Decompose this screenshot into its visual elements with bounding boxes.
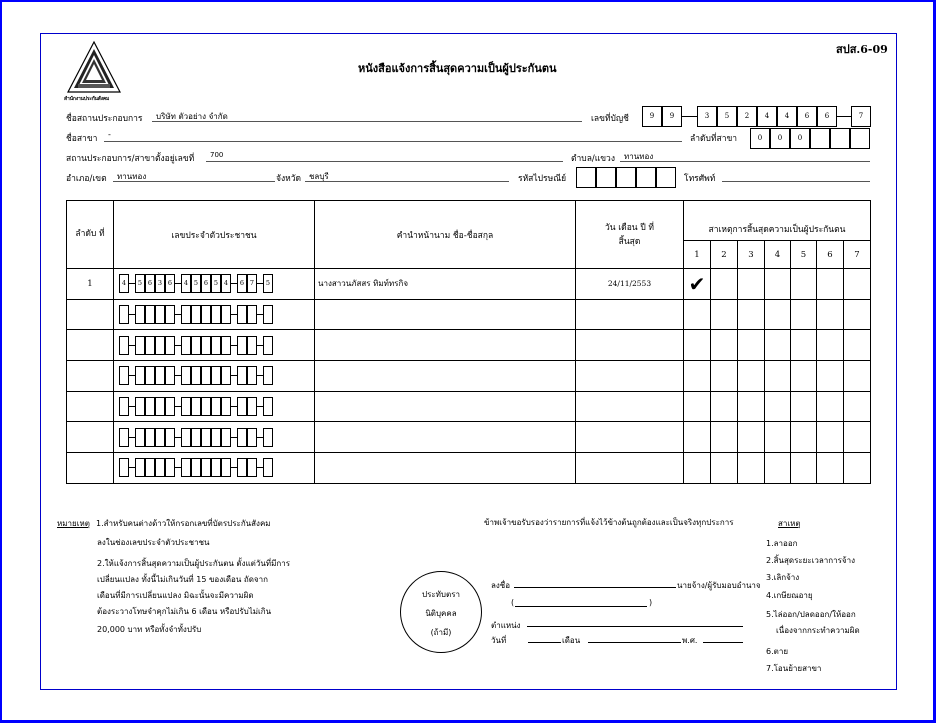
reason-item: 2.สิ้นสุดระยะเวลาการจ้าง [766,556,855,565]
id-digit-box[interactable] [221,336,231,355]
branch-name-value: - [108,130,111,139]
national-id-cell[interactable] [114,453,315,484]
id-digit-box[interactable] [155,458,165,477]
row-name[interactable]: นางสาวนภัสสร ทิมท์ทรกิจ [315,269,576,300]
id-digit-box[interactable] [135,458,145,477]
id-digit-box[interactable]: 6 [165,274,175,293]
reason-checkbox-5[interactable] [791,269,817,300]
table-row [67,361,871,392]
reason-checkbox-1[interactable] [684,269,711,300]
paren-close: ) [649,598,653,607]
id-digit-box[interactable] [119,458,129,477]
id-digit-box[interactable] [145,428,155,447]
reasons-label: สาเหตุ [778,519,801,528]
reason-checkbox-2[interactable] [711,269,738,300]
subdistrict-field[interactable] [620,161,870,162]
reason-item: 7.โอนย้ายสาขา [766,664,822,673]
reason-checkbox-2[interactable] [711,361,738,392]
reason-checkbox-1[interactable] [684,299,711,330]
note-line: ลงในช่องเลขประจำตัวประชาชน [97,538,210,547]
id-digit-box[interactable] [211,336,221,355]
id-digit-box[interactable] [181,336,191,355]
id-digit-box[interactable] [247,428,257,447]
note-line: เดือนที่มีการเปลี่ยนแปลง มิฉะนั้นจะมีความผิด [97,591,254,600]
id-digit-box[interactable] [191,336,201,355]
reason-checkbox-3[interactable] [738,299,765,330]
reason-checkbox-3[interactable] [738,269,765,300]
id-digit-box[interactable] [165,428,175,447]
header-seq: ลำดับ ที่ [67,201,114,269]
account-digit-box[interactable]: 4 [757,106,777,127]
row-end-date[interactable] [576,453,684,484]
account-separator [837,116,851,117]
id-digit-box[interactable] [135,336,145,355]
id-digit-box[interactable] [165,397,175,416]
reason-checkbox-7[interactable] [844,422,871,453]
branch-digit-box[interactable]: 0 [790,128,810,149]
reason-checkbox-1[interactable] [684,361,711,392]
reason-checkbox-4[interactable] [765,299,791,330]
province-value: ชลบุรี [309,172,329,181]
id-digit-box[interactable] [181,397,191,416]
id-digit-box[interactable] [247,336,257,355]
row-name[interactable] [315,330,576,361]
id-digit-box[interactable] [155,428,165,447]
reason-checkbox-6[interactable] [817,453,844,484]
reason-item: 1.ลาออก [766,539,798,548]
account-digit-box[interactable]: 2 [737,106,757,127]
reason-column-4: 4 [765,241,791,269]
id-digit-box[interactable]: 5 [191,274,201,293]
row-end-date[interactable] [576,391,684,422]
id-digit-box[interactable] [263,458,273,477]
national-id-cell[interactable] [114,361,315,392]
checkmark-icon: ✔ [688,271,706,296]
branch-digit-box[interactable]: 0 [750,128,770,149]
reason-checkbox-3[interactable] [738,422,765,453]
stamp-line-2: นิติบุคคล [425,609,457,618]
id-digit-box[interactable]: 5 [211,274,221,293]
row-end-date[interactable] [576,422,684,453]
national-id-boxes[interactable] [119,336,289,355]
row-name[interactable] [315,391,576,422]
id-digit-box[interactable] [119,336,129,355]
reason-checkbox-4[interactable] [765,330,791,361]
reason-item: 5.ไล่ออก/ปลดออก/ให้ออก [766,610,856,619]
id-digit-box[interactable] [201,397,211,416]
branch-digit-box[interactable] [810,128,830,149]
address-label: สถานประกอบการ/สาขาตั้งอยู่เลขที่ [66,154,195,164]
table-row [67,299,871,330]
id-digit-box[interactable] [237,336,247,355]
month-label: เดือน [562,636,581,645]
branch-no-label: ลำดับที่สาขา [690,134,738,144]
address-value: 700 [210,151,224,159]
logo-caption: สำนักงานประกันสังคม [64,96,110,102]
id-digit-box[interactable] [191,305,201,324]
id-digit-box[interactable] [181,458,191,477]
row-end-date[interactable] [576,299,684,330]
note-line: ต้องระวางโทษจำคุกไม่เกิน 6 เดือน หรือปรับไม่เกิน [97,607,272,616]
reason-checkbox-1[interactable] [684,453,711,484]
national-id-boxes[interactable] [119,428,289,447]
id-digit-box[interactable] [119,305,129,324]
national-id-boxes[interactable] [119,458,289,477]
account-label: เลขที่บัญชี [591,114,629,124]
account-digit-box[interactable]: 9 [642,106,662,127]
subdistrict-label: ตำบล/แขวง [571,154,615,164]
id-digit-box[interactable] [211,366,221,385]
id-digit-box[interactable] [201,336,211,355]
account-digit-box[interactable]: 5 [717,106,737,127]
row-seq: 1 [67,269,114,300]
province-field[interactable] [305,181,509,182]
reason-checkbox-7[interactable] [844,299,871,330]
id-digit-box[interactable] [247,366,257,385]
id-digit-box[interactable] [237,366,247,385]
reason-checkbox-2[interactable] [711,422,738,453]
account-digit-box[interactable]: 3 [697,106,717,127]
company-seal-circle [400,571,482,653]
reason-checkbox-4[interactable] [765,453,791,484]
reason-checkbox-4[interactable] [765,391,791,422]
reason-item: 6.ตาย [766,647,789,656]
reason-checkbox-2[interactable] [711,330,738,361]
row-seq [67,391,114,422]
id-digit-box[interactable] [165,366,175,385]
id-digit-box[interactable] [181,366,191,385]
row-name[interactable] [315,299,576,330]
reason-column-7: 7 [844,241,871,269]
id-digit-box[interactable] [237,397,247,416]
phone-label: โทรศัพท์ [684,174,716,184]
signer-name-field[interactable] [515,606,647,607]
id-digit-box[interactable]: 4 [181,274,191,293]
reason-checkbox-3[interactable] [738,330,765,361]
table-row [67,422,871,453]
reason-item: 3.เลิกจ้าง [766,573,800,582]
note-line: เปลี่ยนแปลง ทั้งนี้ไม่เกินวันที่ 15 ของเดือน ถัดจาก [97,575,268,584]
employer-name-label: ชื่อสถานประกอบการ [66,114,143,124]
id-digit-box[interactable] [201,366,211,385]
id-digit-box[interactable]: 5 [263,274,273,293]
reason-checkbox-2[interactable] [711,299,738,330]
insured-persons-table [66,200,871,484]
id-digit-box[interactable] [221,305,231,324]
id-digit-box[interactable] [181,428,191,447]
year-label: พ.ศ. [682,636,698,645]
id-digit-box[interactable] [181,305,191,324]
reason-checkbox-6[interactable] [817,269,844,300]
reason-checkbox-5[interactable] [791,391,817,422]
province-label: จังหวัด [276,174,302,184]
id-digit-box[interactable] [263,428,273,447]
position-field[interactable] [527,626,743,627]
table-row [67,269,871,300]
table-row [67,391,871,422]
certify-statement: ข้าพเจ้าขอรับรองว่ารายการที่แจ้งไว้ข้างต้นถูกต้องและเป็นจริงทุกประการ [484,518,734,527]
branch-digit-box[interactable] [850,128,870,149]
id-digit-box[interactable] [221,397,231,416]
id-digit-box[interactable] [237,428,247,447]
reason-item: เนื่องจากกระทำความผิด [776,626,860,635]
row-seq [67,361,114,392]
id-digit-box[interactable] [165,458,175,477]
account-digit-box[interactable]: 6 [797,106,817,127]
postcode-digit-box[interactable] [616,167,636,188]
postcode-digit-box[interactable] [576,167,596,188]
postcode-digit-box[interactable] [596,167,616,188]
row-seq [67,330,114,361]
id-digit-box[interactable] [155,366,165,385]
sign-role: นายจ้าง/ผู้รับมอบอำนาจ [677,581,761,590]
reason-checkbox-5[interactable] [791,299,817,330]
day-field[interactable] [528,642,561,643]
id-digit-box[interactable] [221,366,231,385]
row-seq [67,453,114,484]
reason-checkbox-7[interactable] [844,453,871,484]
reason-checkbox-6[interactable] [817,391,844,422]
sign-label: ลงชื่อ [491,581,511,590]
id-digit-box[interactable] [191,366,201,385]
reason-column-3: 3 [738,241,765,269]
reason-checkbox-5[interactable] [791,361,817,392]
id-digit-box[interactable] [221,428,231,447]
id-digit-box[interactable]: 3 [155,274,165,293]
form-code: สปส.6-09 [836,43,888,56]
id-digit-box[interactable]: 6 [201,274,211,293]
note-line: 1.สำหรับคนต่างด้าวให้กรอกเลขที่บัตรประกันสังคม [96,519,271,528]
reason-checkbox-7[interactable] [844,391,871,422]
national-id-boxes[interactable] [119,274,289,293]
id-digit-box[interactable] [135,428,145,447]
row-seq [67,299,114,330]
subdistrict-value: ทานทอง [624,152,654,161]
branch-name-field[interactable] [104,141,682,142]
id-digit-box[interactable] [135,397,145,416]
id-digit-box[interactable] [211,428,221,447]
reason-column-5: 5 [791,241,817,269]
paren-open: ( [511,598,515,607]
national-id-cell[interactable] [114,299,315,330]
national-id-boxes[interactable] [119,366,289,385]
id-digit-box[interactable] [155,336,165,355]
reason-checkbox-6[interactable] [817,361,844,392]
reason-checkbox-5[interactable] [791,422,817,453]
employer-name-value: บริษัท ตัวอย่าง จำกัด [156,112,228,121]
reason-checkbox-3[interactable] [738,361,765,392]
account-digit-box[interactable]: 4 [777,106,797,127]
month-field[interactable] [588,642,681,643]
row-seq [67,422,114,453]
reason-checkbox-6[interactable] [817,422,844,453]
reason-checkbox-3[interactable] [738,391,765,422]
id-digit-box[interactable] [201,305,211,324]
reason-item: 4.เกษียณอายุ [766,591,813,600]
id-digit-box[interactable] [211,458,221,477]
national-id-boxes[interactable] [119,397,289,416]
id-digit-box[interactable]: 7 [247,274,257,293]
header-reason: สาเหตุการสิ้นสุดความเป็นผู้ประกันตน [684,201,871,241]
branch-digit-box[interactable]: 0 [770,128,790,149]
row-name[interactable] [315,361,576,392]
id-digit-box[interactable] [263,336,273,355]
id-digit-box[interactable] [165,336,175,355]
id-digit-box[interactable] [145,305,155,324]
reason-checkbox-4[interactable] [765,269,791,300]
reason-column-6: 6 [817,241,844,269]
id-digit-box[interactable] [191,458,201,477]
reason-checkbox-7[interactable] [844,330,871,361]
reason-checkbox-5[interactable] [791,453,817,484]
stamp-line-3: (ถ้ามี) [430,628,452,637]
id-digit-box[interactable] [263,366,273,385]
id-digit-box[interactable] [211,397,221,416]
id-digit-box[interactable] [119,397,129,416]
id-digit-box[interactable] [247,397,257,416]
reason-checkbox-4[interactable] [765,422,791,453]
postcode-digit-box[interactable] [636,167,656,188]
form-title: หนังสือแจ้งการสิ้นสุดความเป็นผู้ประกันตน [358,62,557,75]
day-label: วันที่ [491,636,507,645]
reason-checkbox-7[interactable] [844,269,871,300]
reason-checkbox-1[interactable] [684,330,711,361]
reason-checkbox-1[interactable] [684,422,711,453]
reason-checkbox-2[interactable] [711,391,738,422]
year-field[interactable] [703,642,743,643]
notes-label: หมายเหตุ [57,519,90,528]
address-field[interactable] [206,161,563,162]
id-digit-box[interactable] [237,458,247,477]
phone-field[interactable] [722,181,870,182]
reason-column-1: 1 [684,241,711,269]
note-line: 20,000 บาท หรือทั้งจำทั้งปรับ [97,625,202,634]
national-id-boxes[interactable] [119,305,289,324]
id-digit-box[interactable] [211,305,221,324]
reason-column-2: 2 [711,241,738,269]
row-name[interactable] [315,422,576,453]
id-digit-box[interactable]: 4 [221,274,231,293]
reason-checkbox-3[interactable] [738,453,765,484]
id-digit-box[interactable] [201,428,211,447]
id-digit-box[interactable] [237,305,247,324]
header-id: เลขประจำตัวประชาชน [114,201,315,269]
header-date: วัน เดือน ปี ที่สิ้นสุด [576,201,684,269]
table-row [67,330,871,361]
id-digit-box[interactable] [247,305,257,324]
id-digit-box[interactable] [145,336,155,355]
id-digit-box[interactable] [191,397,201,416]
id-digit-box[interactable]: 6 [145,274,155,293]
national-id-cell[interactable] [114,330,315,361]
district-label: อำเภอ/เขต [66,174,107,184]
row-end-date[interactable] [576,330,684,361]
account-separator [682,116,697,117]
id-digit-box[interactable] [221,458,231,477]
row-name[interactable] [315,453,576,484]
id-digit-box[interactable] [119,366,129,385]
signature-field[interactable] [514,587,676,588]
district-value: ทานทอง [117,172,147,181]
reason-checkbox-5[interactable] [791,330,817,361]
national-id-cell[interactable] [114,422,315,453]
national-id-cell[interactable] [114,269,315,300]
reason-checkbox-1[interactable] [684,391,711,422]
id-digit-box[interactable] [165,305,175,324]
reason-checkbox-6[interactable] [817,299,844,330]
reason-checkbox-4[interactable] [765,361,791,392]
row-end-date[interactable] [576,361,684,392]
id-digit-box[interactable] [201,458,211,477]
id-digit-box[interactable] [119,428,129,447]
branch-digit-box[interactable] [830,128,850,149]
id-digit-box[interactable] [191,428,201,447]
branch-name-label: ชื่อสาขา [66,134,98,144]
account-digit-box[interactable]: 7 [851,106,871,127]
id-digit-box[interactable]: 6 [237,274,247,293]
reason-checkbox-6[interactable] [817,330,844,361]
id-digit-box[interactable] [135,366,145,385]
reason-checkbox-2[interactable] [711,453,738,484]
account-digit-box[interactable]: 6 [817,106,837,127]
stamp-line-1: ประทับตรา [421,590,460,599]
id-digit-box[interactable] [145,397,155,416]
id-digit-box[interactable] [135,305,145,324]
id-digit-box[interactable] [155,397,165,416]
position-label: ตำแหน่ง [491,621,521,630]
id-digit-box[interactable] [145,458,155,477]
id-digit-box[interactable]: 4 [119,274,129,293]
id-digit-box[interactable] [155,305,165,324]
national-id-cell[interactable] [114,391,315,422]
table-row [67,453,871,484]
reason-checkbox-7[interactable] [844,361,871,392]
id-digit-box[interactable] [263,397,273,416]
postcode-digit-box[interactable] [656,167,676,188]
account-digit-box[interactable]: 9 [662,106,682,127]
header-name: คำนำหน้านาม ชื่อ-ชื่อสกุล [315,201,576,269]
postcode-label: รหัสไปรษณีย์ [518,174,567,184]
row-end-date[interactable]: 24/11/2553 [576,269,684,300]
note-line: 2.ให้แจ้งการสิ้นสุดความเป็นผู้ประกันตน ตั้งแต่วันที่มีการ [97,559,290,568]
id-digit-box[interactable] [145,366,155,385]
id-digit-box[interactable]: 5 [135,274,145,293]
id-digit-box[interactable] [263,305,273,324]
id-digit-box[interactable] [247,458,257,477]
